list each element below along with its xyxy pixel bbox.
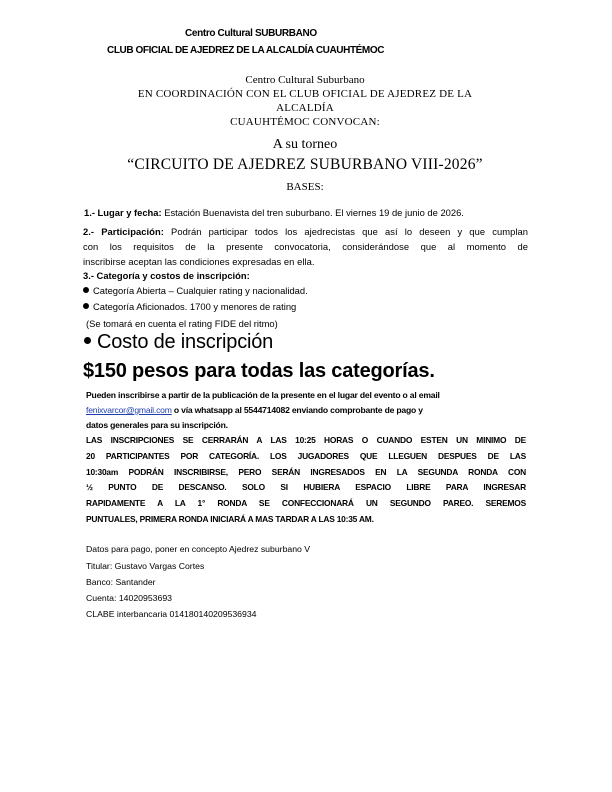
- header-club-name: CLUB OFICIAL DE AJEDREZ DE LA ALCALDÍA CUAUHTÉMOC: [107, 45, 385, 56]
- inscription-line-1: Pueden inscribirse a partir de la publicación de la presente en el lugar del evento o al email: [86, 390, 440, 400]
- notice-line-3: 10:30am PODRÁN INSCRIBIRSE, PERO SERÁN INGRESADOS EN LA SEGUNDA RONDA CON: [86, 466, 526, 477]
- price-line: $150 pesos para todas las categorías.: [83, 360, 435, 382]
- payment-account: Cuenta: 14020953693: [86, 593, 172, 603]
- rule-1: [84, 207, 464, 218]
- inscription-line-3: datos generales para su inscripción.: [86, 420, 228, 430]
- costo-heading: [84, 331, 273, 354]
- rule-2-label: 2.- Participación:: [83, 226, 164, 237]
- bullet-icon: [83, 303, 89, 309]
- rule-2-text-2: con los requisitos de la presente convocatoria, considerándose que al momento de: [83, 241, 528, 252]
- bullet-icon: [83, 287, 89, 293]
- rule-3-label: 3.- Categoría y costos de inscripción:: [83, 270, 250, 281]
- rule-1-text: Estación Buenavista del tren suburbano. El viernes 19 de junio de 2026.: [161, 207, 464, 218]
- payment-clabe: CLABE interbancaria 014180140209536934: [86, 609, 257, 619]
- category-open-text: Categoría Abierta – Cualquier rating y nacionalidad.: [93, 285, 308, 296]
- notice-line-4: ½ PUNTO DE DESCANSO. SOLO SI HUBIERA ESPACIO LIBRE PARA INGRESAR: [86, 482, 526, 493]
- email-link[interactable]: fenixvarcor@gmail.com: [86, 405, 172, 415]
- rule-2-text-1: Podrán participar todos los ajedrecistas que así lo deseen y que cumplan: [163, 226, 528, 237]
- category-amateur: [83, 301, 296, 312]
- bullet-icon: [84, 337, 91, 344]
- rule-2-text-3: inscribirse aceptan las condiciones expresadas en ella.: [83, 256, 315, 267]
- category-amateur-text: Categoría Aficionados. 1700 y menores de rating: [93, 301, 297, 312]
- category-open: [83, 285, 308, 296]
- intro-line-4: CUAUHTÉMOC CONVOCAN:: [230, 116, 380, 128]
- header-org-name: Centro Cultural SUBURBANO: [185, 28, 317, 39]
- inscription-line-2-rest: o vía whatsapp al 5544714082 enviando comprobante de pago y: [171, 405, 423, 415]
- notice-line-5: RAPIDAMENTE A LA 1° RONDA SE CONFECCIONARÁ UN SEGUNDO PAREO. SEREMOS: [86, 498, 526, 509]
- costo-heading-text: Costo de inscripción: [97, 331, 274, 353]
- notice-line-6: PUNTUALES, PRIMERA RONDA INICIARÁ A MAS TARDAR A LAS 10:35 AM.: [86, 513, 374, 524]
- payment-titular: Titular: Gustavo Vargas Cortes: [86, 561, 205, 571]
- intro-line-1: Centro Cultural Suburbano: [245, 74, 365, 86]
- intro-block: [75, 73, 535, 129]
- intro-line-2: EN COORDINACIÓN CON EL CLUB OFICIAL DE AJEDREZ DE LA: [137, 88, 473, 100]
- rule-2: [83, 224, 528, 269]
- rule-1-label: 1.- Lugar y fecha:: [84, 207, 162, 218]
- rule-3-heading: [83, 270, 250, 281]
- notice-block: [86, 433, 526, 528]
- bases-heading: BASES:: [286, 181, 324, 193]
- a-su-torneo: A su torneo: [272, 137, 338, 152]
- rating-note: (Se tomará en cuenta el rating FIDE del ritmo): [86, 318, 278, 329]
- intro-line-3: ALCALDÍA: [276, 102, 334, 114]
- event-title: “CIRCUITO DE AJEDREZ SUBURBANO VIII-2026”: [127, 156, 483, 173]
- payment-intro: Datos para pago, poner en concepto Ajedrez suburbano V: [86, 544, 311, 554]
- notice-line-2: 20 PARTICIPANTES POR CATEGORÍA. LOS JUGADORES QUE LLEGUEN DESPUES DE LAS: [86, 450, 526, 461]
- payment-bank: Banco: Santander: [86, 577, 156, 587]
- inscription-line-2: [86, 405, 423, 415]
- notice-line-1: LAS INSCRIPCIONES SE CERRARÁN A LAS 10:25 HORAS O CUANDO ESTEN UN MINIMO DE: [86, 435, 526, 445]
